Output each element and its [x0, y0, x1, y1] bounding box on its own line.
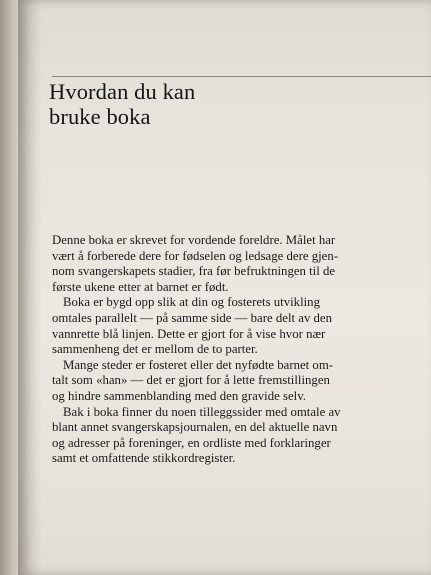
text-line: og adresser på foreninger, en ordliste med forklaringer — [52, 435, 331, 450]
text-line: Denne boka er skrevet for vordende foreldre. Målet har — [52, 233, 336, 247]
text-line: og hindre sammenblanding med den gravide selv. — [52, 388, 306, 403]
book-page — [18, 0, 431, 575]
text-line: Boka er bygd opp slik at din og fosterets utvikling — [63, 295, 320, 310]
text-line: nom svangerskapets stadier, fra før befruktningen til de — [52, 264, 336, 279]
title-line-1: Hvordan du kan — [49, 79, 196, 104]
page-title — [49, 79, 195, 129]
text-line: omtales parallelt — på samme side — bare delt av den — [52, 310, 333, 325]
text-line: vært å forberede dere for fødselen og ledsage dere gjen- — [52, 248, 339, 263]
title-line-2: bruke boka — [49, 104, 151, 129]
text-line: Bak i boka finner du noen tilleggssider med omtale av — [63, 404, 341, 419]
paragraph-intro — [52, 233, 427, 295]
paragraph-pronoun — [52, 358, 427, 405]
text-line: samt et omfattende stikkordregister. — [52, 451, 236, 466]
header-rule — [52, 76, 431, 77]
text-line: vannrette blå linjen. Dette er gjort for å vise hvor nær — [52, 326, 326, 341]
text-line: Mange steder er fosteret eller det nyfødte barnet om- — [63, 357, 334, 372]
left-page-edge — [0, 0, 20, 575]
paragraph-structure — [52, 295, 427, 357]
paragraph-appendix — [52, 405, 427, 467]
text-line: talt som «han» — det er gjort for å lette fremstillingen — [52, 373, 330, 388]
body-text — [52, 233, 427, 467]
text-line: blant annet svangerskapsjournalen, en del aktuelle navn — [52, 420, 338, 435]
text-line: første ukene etter at barnet er født. — [52, 279, 229, 294]
text-line: sammenheng det er mellom de to parter. — [52, 342, 258, 357]
